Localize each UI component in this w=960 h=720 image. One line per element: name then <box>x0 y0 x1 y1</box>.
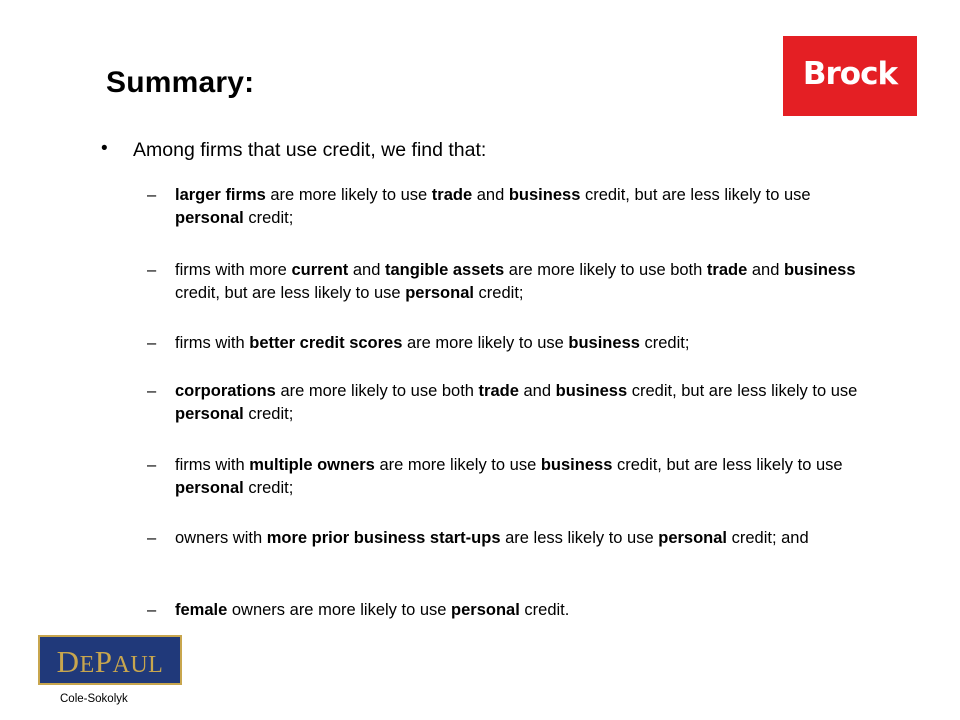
depaul-logo-wordmark: DEPAUL <box>56 644 164 679</box>
emphasized-term: personal <box>451 601 520 619</box>
emphasized-term: personal <box>175 209 244 227</box>
emphasized-term: female <box>175 601 228 619</box>
emphasized-term: corporations <box>175 382 276 400</box>
finding-text <box>175 380 865 426</box>
finding-text <box>175 599 865 622</box>
text-run: and <box>518 382 556 400</box>
finding-text <box>175 454 865 500</box>
dash-marker: – <box>147 382 157 400</box>
emphasized-term: better credit scores <box>249 334 403 352</box>
text-run: are more likely to use <box>402 334 569 352</box>
text-run: credit, but are less likely to use <box>580 186 811 204</box>
dash-marker: – <box>147 529 157 547</box>
brock-logo-wordmark: Brock <box>802 56 898 92</box>
emphasized-term: business <box>568 334 640 352</box>
text-run: are less likely to use <box>500 529 659 547</box>
emphasized-term: current <box>291 261 349 279</box>
dash-marker: – <box>147 261 157 279</box>
emphasized-term: business <box>555 382 628 400</box>
text-run: credit; <box>243 405 294 423</box>
emphasized-term: personal <box>175 405 244 423</box>
text-run: credit; <box>243 479 294 497</box>
emphasized-term: trade <box>478 382 519 400</box>
text-run: credit; <box>473 284 524 302</box>
text-run: credit; <box>639 334 690 352</box>
text-run: are more likely to use <box>374 456 541 474</box>
main-bullet-text: Among firms that use credit, we find that: <box>133 139 487 161</box>
text-run: are more likely to use both <box>275 382 479 400</box>
depaul-logo <box>38 635 182 685</box>
dash-marker: – <box>147 334 157 352</box>
text-run: firms with more <box>175 261 292 279</box>
text-run: firms with <box>175 334 250 352</box>
emphasized-term: personal <box>405 284 474 302</box>
emphasized-term: personal <box>175 479 244 497</box>
footer-author: Cole-Sokolyk <box>60 693 128 705</box>
finding-text <box>175 259 865 305</box>
text-run: are more likely to use <box>265 186 432 204</box>
text-run: are more likely to use both <box>504 261 707 279</box>
text-run: firms with <box>175 456 250 474</box>
finding-text <box>175 184 865 230</box>
brock-logo <box>783 36 917 116</box>
dash-marker: – <box>147 456 157 474</box>
text-run: owners are more likely to use <box>227 601 452 619</box>
text-run: owners with <box>175 529 267 547</box>
emphasized-term: multiple owners <box>249 456 375 474</box>
bullet-dot: • <box>101 138 108 159</box>
emphasized-term: business <box>783 261 856 279</box>
emphasized-term: trade <box>431 186 473 204</box>
emphasized-term: business <box>508 186 581 204</box>
emphasized-term: trade <box>706 261 748 279</box>
emphasized-term: personal <box>658 529 728 547</box>
text-run: credit. <box>519 601 570 619</box>
text-run: credit; and <box>727 529 809 547</box>
text-run: and <box>472 186 509 204</box>
emphasized-term: tangible assets <box>385 261 505 279</box>
text-run: credit, but are less likely to use <box>175 284 406 302</box>
emphasized-term: more prior business start-ups <box>266 529 501 547</box>
finding-text <box>175 527 865 550</box>
dash-marker: – <box>147 601 157 619</box>
emphasized-term: larger firms <box>175 186 266 204</box>
emphasized-term: business <box>540 456 613 474</box>
finding-text <box>175 332 865 355</box>
dash-marker: – <box>147 186 157 204</box>
text-run: credit, but are less likely to use <box>627 382 858 400</box>
text-run: credit; <box>243 209 294 227</box>
text-run: and <box>747 261 784 279</box>
text-run: and <box>348 261 385 279</box>
text-run: credit, but are less likely to use <box>612 456 843 474</box>
slide-title: Summary: <box>106 66 255 99</box>
